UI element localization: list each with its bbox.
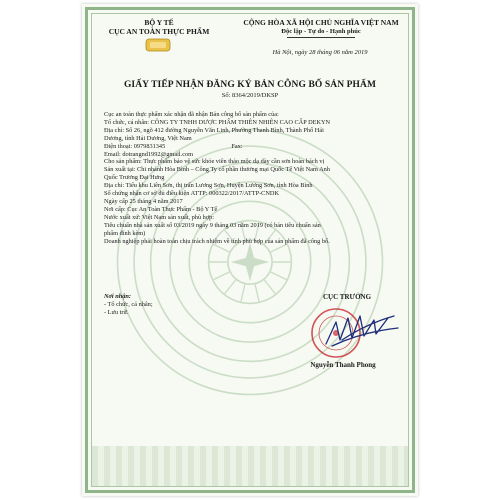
body-line: Email: dotrangnd1992@gmail.com bbox=[104, 150, 194, 158]
national-title: CỘNG HÒA XÃ HỘI CHỦ NGHĨA VIỆT NAM bbox=[243, 18, 399, 27]
body-line: Sản xuất tại: Chi nhánh Hòa Bình – Công Ty cổ phần thương mại Quốc Tế Việt Nam Anh bbox=[104, 166, 330, 174]
body-line: Nước xuất xứ: Việt Nam sản xuất, phù hợp: bbox=[104, 213, 215, 221]
handwritten-signature-icon bbox=[322, 310, 402, 352]
body-line: Điện thoại: 0979831345 Fax: bbox=[104, 142, 243, 150]
body-line: Địa chỉ: Số 26, ngõ 412 đường Nguyễn Văn Linh, Phường Thanh Bình, Thành Phố Hải bbox=[104, 126, 324, 134]
recipient-item: - Lưu trữ. bbox=[104, 309, 129, 316]
issue-date: Hà Nội, ngày 28 tháng 06 năm 2019 bbox=[272, 49, 368, 56]
body-line: Địa chỉ: Tiểu khu Liên Sơn, thị trấn Lương Sơn, Huyện Lương Sơn, tỉnh Hòa Bình bbox=[104, 182, 313, 190]
body-line: Cục an toàn thực phẩm xác nhận đã nhận Bản công bố sản phẩm của: bbox=[104, 111, 279, 118]
body-line: Doanh nghiệp phải hoàn toàn chịu trách nhiệm về tính phù hợp của sản phẩm đã công bố. bbox=[104, 237, 330, 245]
recipients-block bbox=[104, 293, 153, 317]
agency-name: CỤC AN TOÀN THỰC PHẨM bbox=[108, 27, 210, 36]
food-safety-logo-icon bbox=[145, 38, 171, 52]
document-title: GIẤY TIẾP NHẬN ĐĂNG KÝ BẢN CÔNG BỐ SẢN PHẨM bbox=[123, 80, 377, 90]
national-motto: Độc lập - Tự do - Hạnh phúc bbox=[281, 28, 361, 35]
recipients-header: Nơi nhận: bbox=[104, 293, 132, 300]
certificate-page bbox=[82, 4, 418, 496]
body-line: Ngày cấp 25 tháng 4 năm 2017 bbox=[104, 197, 183, 205]
ministry-header bbox=[98, 18, 220, 36]
body-line: phẩm đính kèm) bbox=[104, 229, 146, 237]
recipient-item: - Tổ chức, cá nhân; bbox=[104, 301, 153, 308]
signer-name: Nguyễn Thanh Phong bbox=[310, 361, 376, 369]
body-line: Dương, tỉnh Hải Dương, Việt Nam bbox=[104, 134, 192, 142]
body-line: Quốc Trương Đại Hưng bbox=[104, 174, 165, 182]
signer-title: CỤC TRƯỞNG bbox=[322, 293, 372, 301]
body-line: Nơi cấp: Cục An Toàn Thực Phẩm - Bộ Y Tế bbox=[104, 205, 218, 213]
body-line: Tổ chức, cá nhân: CÔNG TY TNHH DƯỢC PHẨM THIÊN NHIÊN CAO CẤP DEKYN bbox=[104, 118, 331, 126]
motto-underline bbox=[287, 37, 355, 38]
ministry-name: BỘ Y TẾ bbox=[144, 18, 174, 27]
document-body bbox=[104, 111, 404, 245]
body-line: Số chứng nhận cơ sở đủ điều kiện ATTP: 000322/2017/ATTP-CNDK bbox=[104, 190, 280, 198]
document-number: Số: 8364/2019/DKSP bbox=[221, 92, 279, 99]
body-line: Cho sản phẩm: Thực phẩm bảo vệ sức khỏe viên thảo mộc dạ dày cần sơn hoàn bách vị bbox=[104, 158, 325, 166]
body-line: Tiêu chuẩn nhà sản xuất số 03/2019 ngày 9 tháng 03 năm 2019 (có bản tiêu chuẩn sản bbox=[104, 221, 321, 229]
